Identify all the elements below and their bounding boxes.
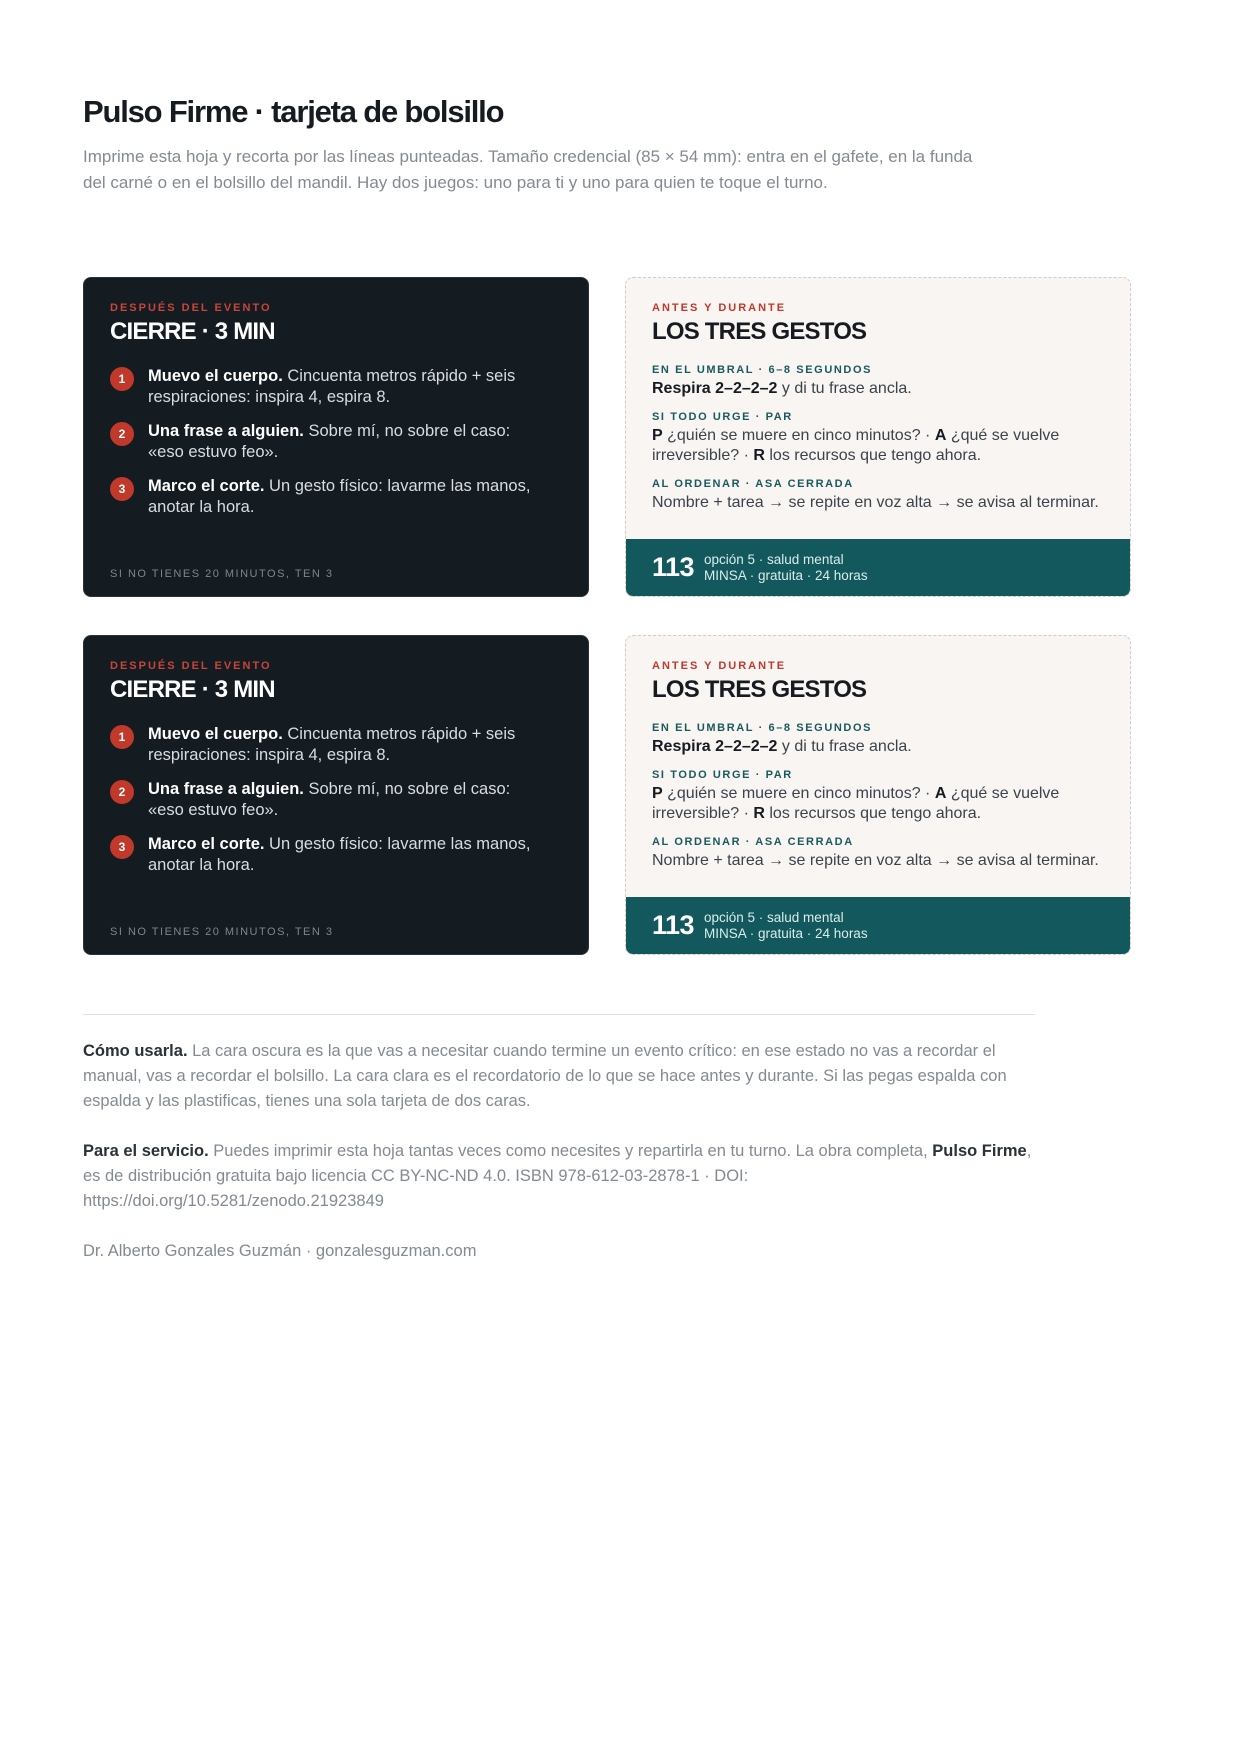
step-lead: Marco el corte. [148, 835, 265, 853]
step-item [110, 476, 550, 518]
section-body: Nombre + tarea → se repite en voz alta → se avisa al terminar. [652, 852, 1099, 869]
gesture-section [652, 836, 1102, 871]
helpline-number: 113 [652, 910, 695, 940]
card-kicker: ANTES Y DURANTE [652, 302, 787, 314]
step-lead: Muevo el cuerpo. [148, 725, 283, 743]
gesture-section [652, 478, 1102, 513]
section-divider [83, 1014, 1035, 1015]
step-number-badge: 2 [110, 422, 134, 446]
step-number-badge: 1 [110, 725, 134, 749]
section-body: Nombre + tarea → se repite en voz alta → se avisa al terminar. [652, 494, 1099, 511]
step-lead: Una frase a alguien. [148, 422, 304, 440]
step-item [110, 724, 550, 766]
card-footer: SI NO TIENES 20 MINUTOS, TEN 3 [110, 568, 334, 580]
helpline-info: opción 5 · salud mental MINSA · gratuita · 24 horas [704, 909, 868, 941]
step-item [110, 834, 550, 876]
usage-paragraph: Cómo usarla. La cara oscura es la que vas a necesitar cuando termine un evento crítico: en ese estado no vas a recordar el manual, vas a recordar el bolsillo. La cara clara es el recordatorio de lo que se hace antes y durante. Si las pegas espalda con espalda y las plastificas, tienes una sola tarjeta de dos caras. [83, 1042, 1007, 1110]
step-number-badge: 3 [110, 477, 134, 501]
step-item [110, 421, 550, 463]
gesture-section [652, 411, 1102, 466]
closing-card [83, 635, 589, 955]
service-paragraph: Para el servicio. Puedes imprimir esta hoja tantas veces como necesites y repartirla en tu turno. La obra completa, Pulso Firme, es de distribución gratuita bajo licencia CC BY-NC-ND 4.0. ISBN 978-612-03-2878-1 · DOI: https://doi.org/10.5281/zenodo.21923849 [83, 1142, 1032, 1210]
step-text: Un gesto físico: lavarme las manos, anotar la hora. [148, 477, 531, 516]
helpline-band [626, 897, 1130, 954]
intro-text: Imprime esta hoja y recorta por las líneas punteadas. Tamaño credencial (85 × 54 mm): entra en el gafete, en la funda del carné o en el bolsillo del mandil. Hay dos juegos: uno para ti y uno para quien te toque el turno. [83, 147, 973, 192]
section-body: P ¿quién se muere en cinco minutos? · A ¿qué se vuelve irreversible? · R los recursos que tengo ahora. [652, 427, 1060, 464]
gesture-sections [652, 722, 1102, 883]
helpline-number: 113 [652, 552, 695, 582]
step-number-badge: 2 [110, 780, 134, 804]
section-body: P ¿quién se muere en cinco minutos? · A ¿qué se vuelve irreversible? · R los recursos que tengo ahora. [652, 785, 1060, 822]
steps-list [110, 724, 550, 889]
gesture-section [652, 769, 1102, 824]
helpline-band [626, 539, 1130, 596]
card-title: LOS TRES GESTOS [652, 676, 867, 703]
step-text: Sobre mí, no sobre el caso: «eso estuvo feo». [148, 780, 511, 819]
card-kicker: DESPUÉS DEL EVENTO [110, 660, 272, 672]
section-body: Respira 2–2–2–2 y di tu frase ancla. [652, 738, 912, 755]
card-kicker: ANTES Y DURANTE [652, 660, 787, 672]
gesture-section [652, 364, 1102, 399]
helpline-info: opción 5 · salud mental MINSA · gratuita · 24 horas [704, 551, 868, 583]
closing-card [83, 277, 589, 597]
step-lead: Muevo el cuerpo. [148, 367, 283, 385]
page-title: Pulso Firme · tarjeta de bolsillo [83, 94, 504, 129]
gesture-section [652, 722, 1102, 757]
step-number-badge: 1 [110, 367, 134, 391]
section-label: SI TODO URGE · PAR [652, 769, 793, 781]
card-title: LOS TRES GESTOS [652, 318, 867, 345]
step-text: Cincuenta metros rápido + seis respiraciones: inspira 4, espira 8. [148, 367, 516, 406]
card-title: CIERRE · 3 MIN [110, 676, 275, 703]
step-text: Cincuenta metros rápido + seis respiraciones: inspira 4, espira 8. [148, 725, 516, 764]
section-label: EN EL UMBRAL · 6–8 SEGUNDOS [652, 364, 873, 376]
section-label: AL ORDENAR · ASA CERRADA [652, 836, 854, 848]
usage-notes [83, 1039, 1035, 1289]
step-lead: Una frase a alguien. [148, 780, 304, 798]
step-item [110, 779, 550, 821]
author-credit: Dr. Alberto Gonzales Guzmán · gonzalesguzman.com [83, 1242, 477, 1260]
steps-list [110, 366, 550, 531]
card-title: CIERRE · 3 MIN [110, 318, 275, 345]
card-footer: SI NO TIENES 20 MINUTOS, TEN 3 [110, 926, 334, 938]
card-kicker: DESPUÉS DEL EVENTO [110, 302, 272, 314]
gestures-card [625, 277, 1131, 597]
section-label: EN EL UMBRAL · 6–8 SEGUNDOS [652, 722, 873, 734]
step-text: Sobre mí, no sobre el caso: «eso estuvo feo». [148, 422, 511, 461]
gestures-card [625, 635, 1131, 955]
gesture-sections [652, 364, 1102, 525]
section-label: SI TODO URGE · PAR [652, 411, 793, 423]
step-number-badge: 3 [110, 835, 134, 859]
section-body: Respira 2–2–2–2 y di tu frase ancla. [652, 380, 912, 397]
step-text: Un gesto físico: lavarme las manos, anotar la hora. [148, 835, 531, 874]
step-item [110, 366, 550, 408]
section-label: AL ORDENAR · ASA CERRADA [652, 478, 854, 490]
step-lead: Marco el corte. [148, 477, 265, 495]
